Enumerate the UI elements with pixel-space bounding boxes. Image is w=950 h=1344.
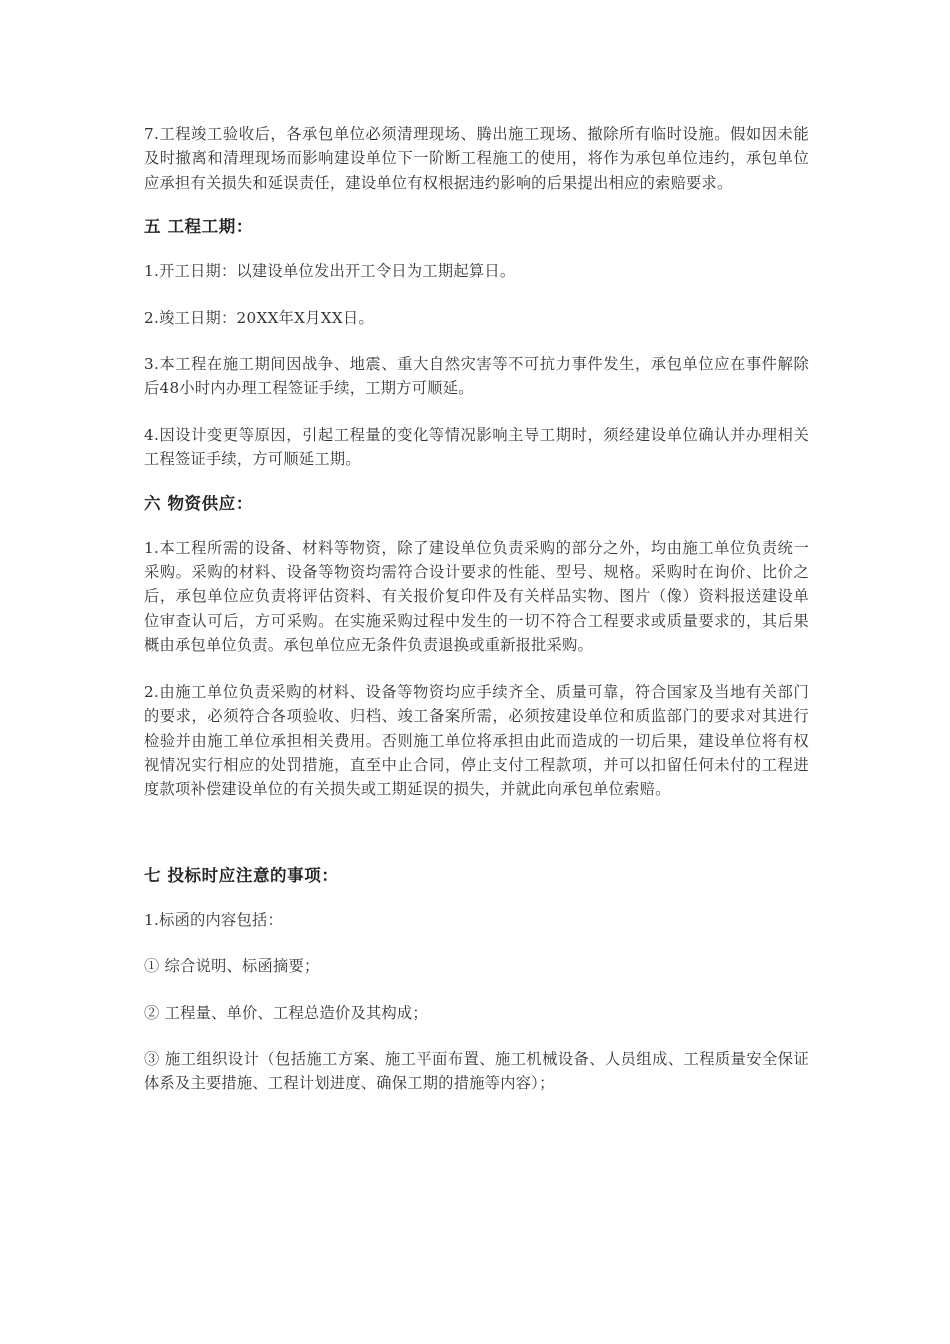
section5-heading: 五 工程工期： [144,217,253,237]
section6-heading: 六 物资供应： [144,493,253,513]
section5-item-1: 1.开工日期：以建设单位发出开工令日为工期起算日。 [144,262,516,281]
section7-item-1: 1.标函的内容包括： [144,910,283,929]
section5-item-3: 3.本工程在施工期间因战争、地震、重大自然灾害等不可抗力事件发生，承包单位应在事件解除后48小时内办理工程签证手续，工期方可顺延。 [144,355,809,398]
section7-item-circled-3: ③ 施工组织设计（包括施工方案、施工平面布置、施工机械设备、人员组成、工程质量安全保证体系及主要措施、工程计划进度、确保工期的措施等内容）； [144,1049,809,1093]
section7-item-circled-2: ② 工程量、单价、工程总造价及其构成； [144,1003,428,1022]
section5-item-2: 2.竣工日期：20XX年X月XX日。 [144,308,374,327]
document-body [144,122,809,1096]
section4-item-7: 7.工程竣工验收后，各承包单位必须清理现场、腾出施工现场、撤除所有临时设施。假如因未能及时撤离和清理现场而影响建设单位下一阶断工程施工的使用，将作为承包单位违约，承包单位应承担有关损失和延误责任，建设单位有权根据违约影响的后果提出相应的索赔要求。 [144,125,809,192]
section6-item-1: 1.本工程所需的设备、材料等物资，除了建设单位负责采购的部分之外，均由施工单位负责统一采购。采购的材料、设备等物资均需符合设计要求的性能、型号、规格。采购时在询价、比价之后，承包单位应负责将评估资料、有关报价复印件及有关样品实物、图片（像）资料报送建设单位审查认可后，方可采购。在实施采购过程中发生的一切不符合工程要求或质量要求的，其后果概由承包单位负责。承包单位应无条件负责退换或重新报批采购。 [144,538,809,655]
section7-heading: 七 投标时应注意的事项： [144,865,339,885]
section6-item-2: 2.由施工单位负责采购的材料、设备等物资均应手续齐全、质量可靠，符合国家及当地有关部门的要求，必须符合各项验收、归档、竣工备案所需，必须按建设单位和质监部门的要求对其进行检验并由施工单位承担相关费用。否则施工单位将承担由此而造成的一切后果，建设单位将有权视情况实行相应的处罚措施，直至中止合同，停止支付工程款项，并可以扣留任何未付的工程进度款项补偿建设单位的有关损失或工期延误的损失，并就此向承包单位索赔。 [144,682,809,799]
section7-item-circled-1: ① 综合说明、标函摘要； [144,957,320,976]
section5-item-4: 4.因设计变更等原因，引起工程量的变化等情况影响主导工期时，须经建设单位确认并办理相关工程签证手续，方可顺延工期。 [144,425,809,469]
